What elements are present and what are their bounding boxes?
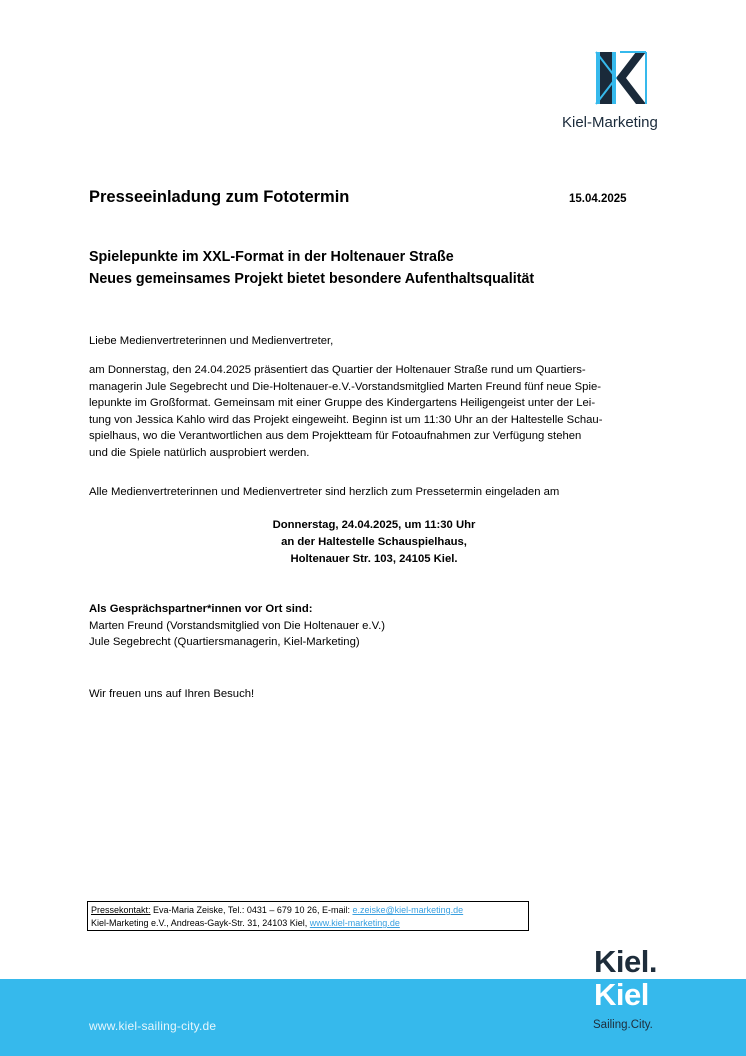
paragraph-line: spielhaus, wo die Verantwortlichen aus dem Projektteam für Fotoaufnahmen zur Verfügung stehen — [89, 430, 582, 442]
main-paragraph — [89, 362, 602, 461]
footer-url: www.kiel-sailing-city.de — [89, 1019, 217, 1033]
paragraph-line: und die Spiele natürlich ausprobiert werden. — [89, 446, 310, 459]
invite-text: Alle Medienvertreterinnen und Medienvertreter sind herzlich zum Pressetermin eingeladen am — [89, 486, 560, 498]
contact-address: Kiel-Marketing e.V., Andreas-Gayk-Str. 31, 24103 Kiel, — [91, 918, 310, 928]
paragraph-line: managerin Jule Segebrecht und Die-Holtenauer-e.V.-Vorstandsmitglied Marten Freund fünf neue Spie- — [89, 380, 602, 393]
page-title: Presseeinladung zum Fototermin — [89, 188, 350, 206]
event-location: an der Haltestelle Schauspielhaus, — [281, 536, 467, 548]
event-date-time: Donnerstag, 24.04.2025, um 11:30 Uhr — [272, 519, 476, 531]
paragraph-line: am Donnerstag, den 24.04.2025 präsentiert das Quartier der Holtenauer Straße rund um Quartiers- — [89, 364, 586, 376]
contact-label: Pressekontakt: — [91, 905, 151, 915]
contact-person: Eva-Maria Zeiske, Tel.: 0431 – 679 10 26, E-mail: — [150, 905, 353, 915]
headline-line-2: Neues gemeinsames Projekt bietet besondere Aufenthaltsqualität — [89, 271, 535, 287]
press-contact-box — [87, 901, 529, 931]
paragraph-line: tung von Jessica Kahlo wird das Projekt eingeweiht. Beginn ist um 11:30 Uhr an der Haltestelle Schau- — [89, 413, 603, 426]
kiel-marketing-brand: Kiel-Marketing — [562, 114, 658, 131]
headline — [89, 246, 534, 290]
contact-website-link[interactable]: www.kiel-marketing.de — [309, 918, 400, 928]
headline-line-1: Spielepunkte im XXL-Format in der Holtenauer Straße — [89, 249, 454, 265]
kiel-logo-top: Kiel. — [594, 944, 657, 979]
kiel-marketing-logo-icon — [590, 48, 650, 108]
kiel-logo-bottom: Kiel — [594, 977, 649, 1012]
closing-text: Wir freuen uns auf Ihren Besuch! — [89, 688, 255, 700]
salutation: Liebe Medienvertreterinnen und Medienvertreter, — [89, 335, 334, 347]
event-details — [89, 517, 659, 568]
press-date: 15.04.2025 — [569, 193, 627, 205]
sailing-city-tagline: Sailing.City. — [593, 1019, 653, 1031]
partner-item: Marten Freund (Vorstandsmitglied von Die Holtenauer e.V.) — [89, 619, 385, 632]
contact-email-link[interactable]: e.zeiske@kiel-marketing.de — [352, 905, 464, 915]
paragraph-line: lepunkte im Großformat. Gemeinsam mit einer Gruppe des Kindergartens Heiligengeist unter der Lei- — [89, 397, 596, 409]
partner-item: Jule Segebrecht (Quartiersmanagerin, Kiel-Marketing) — [89, 636, 360, 648]
partners-heading: Als Gesprächspartner*innen vor Ort sind: — [89, 603, 313, 615]
event-address: Holtenauer Str. 103, 24105 Kiel. — [290, 553, 458, 565]
partners-block — [89, 601, 385, 651]
